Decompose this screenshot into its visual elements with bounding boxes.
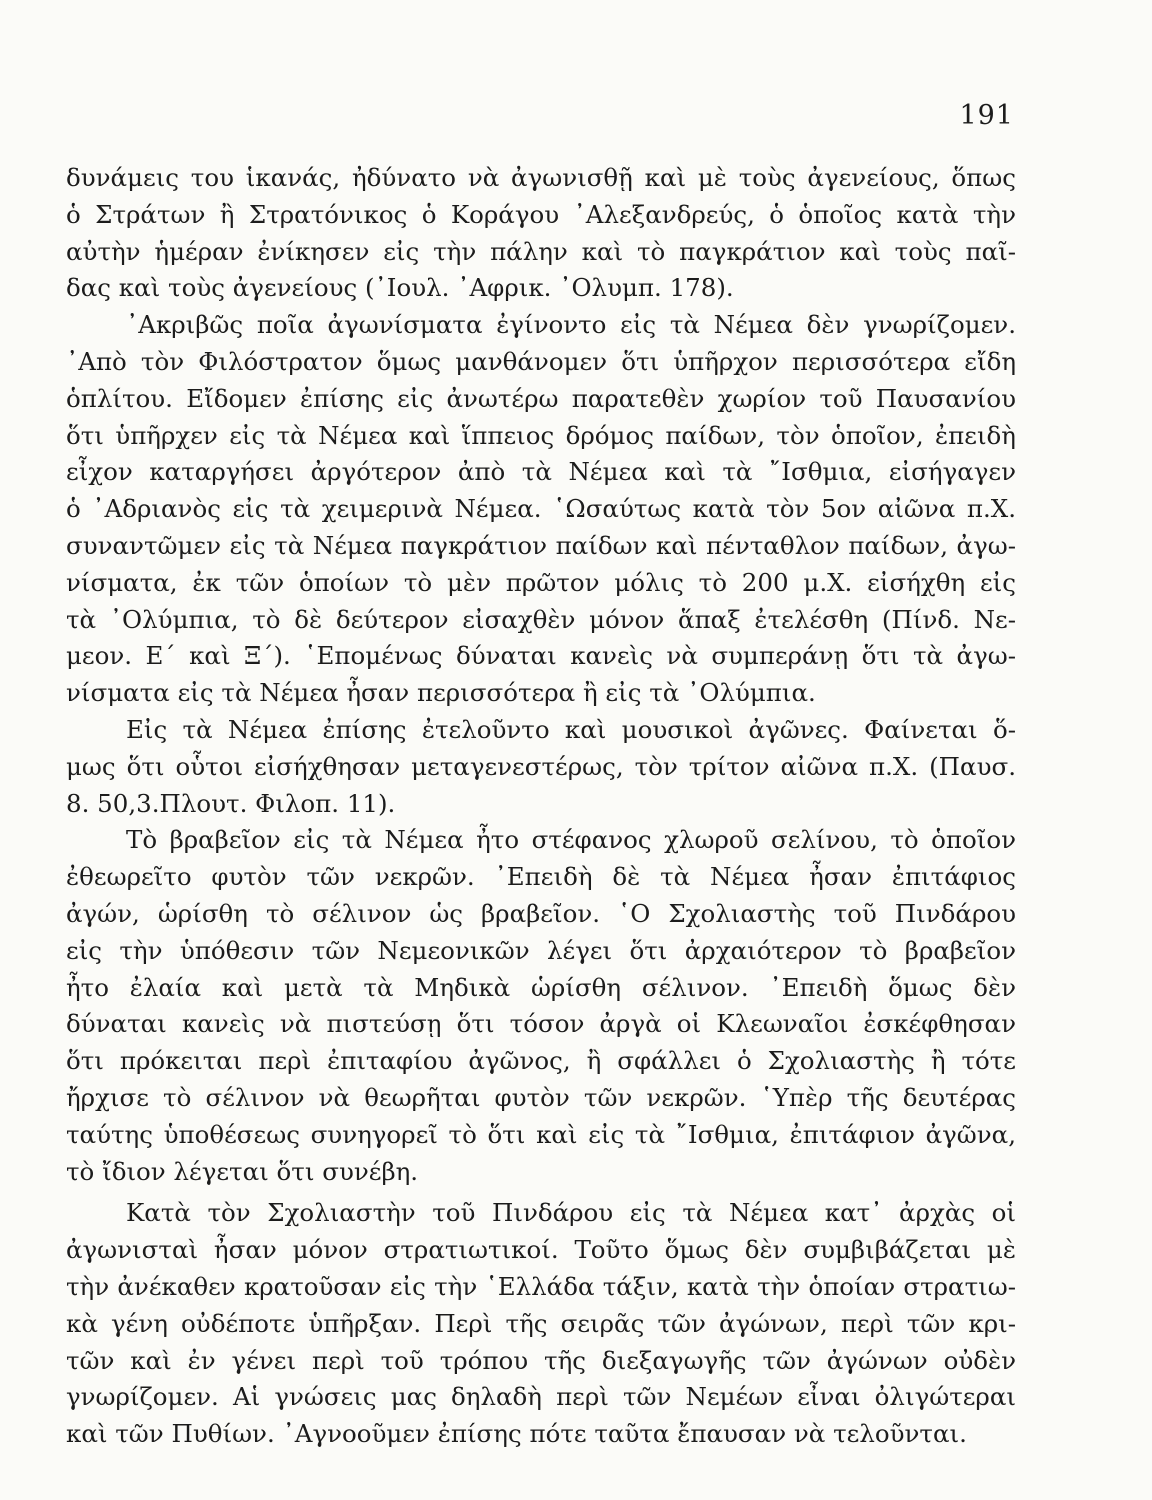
page-number: 191 [959,100,1014,131]
text-line: κὰ γένη οὐδέποτε ὑπῆρξαν. Περὶ τῆς σειρᾶς τῶν ἀγώνων, περὶ τῶν κρι- [66,1308,1016,1338]
text-line: δύναται κανεὶς νὰ πιστεύσῃ ὅτι τόσον ἀργὰ οἱ Κλεωναῖοι ἐσκέφθησαν [66,1009,1016,1039]
paragraph [66,307,1016,712]
text-line: τὴν ἀνέκαθεν κρατοῦσαν εἰς τὴν ῾Ελλάδα τάξιν, κατὰ τὴν ὁποίαν στρατιω- [66,1271,1016,1301]
text-line: δυνάμεις του ἱκανάς, ἠδύνατο νὰ ἀγωνισθῇ καὶ μὲ τοὺς ἀγενείους, ὅπως [66,163,1016,192]
text-line: συναντῶμεν εἰς τὰ Νέμεα παγκράτιον παίδων καὶ πένταθλον παίδων, ἀγω- [66,530,1016,560]
text-line: τὸ ἴδιον λέγεται ὅτι συνέβη. [66,1156,419,1186]
text-line: Κατὰ τὸν Σχολιαστὴν τοῦ Πινδάρου εἰς τὰ Νέμεα κατ᾿ ἀρχὰς οἱ [126,1198,1016,1228]
text-line: 8. 50,3.Πλουτ. Φιλοπ. 11). [66,788,396,818]
text-line: ὅτι πρόκειται περὶ ἐπιταφίου ἀγῶνος, ἢ σφάλλει ὁ Σχολιαστὴς ἢ τότε [66,1046,1016,1076]
text-line: Εἰς τὰ Νέμεα ἐπίσης ἐτελοῦντο καὶ μουσικοὶ ἀγῶνες. Φαίνεται ὅ- [126,714,1016,744]
text-line: ὁ ᾿Αδριανὸς εἰς τὰ χειμερινὰ Νέμεα. ῾Ωσαύτως κατὰ τὸν 5ον αἰῶνα π.Χ. [66,494,1016,524]
text-line: ἤρχισε τὸ σέλινον νὰ θεωρῆται φυτὸν τῶν νεκρῶν. ῾Υπὲρ τῆς δευτέρας [66,1082,1016,1112]
text-line: ὁπλίτου. Εἴδομεν ἐπίσης εἰς ἀνωτέρω παρατεθὲν χωρίον τοῦ Παυσανίου [66,383,1016,413]
body-text [66,160,1016,1453]
text-line: αὐτὴν ἡμέραν ἐνίκησεν εἰς τὴν πάλην καὶ τὸ παγκράτιον καὶ τοὺς παῖ- [66,236,1016,266]
paragraph [66,822,1016,1190]
text-line: ὅτι ὑπῆρχεν εἰς τὰ Νέμεα καὶ ἵππειος δρόμος παίδων, τὸν ὁποῖον, ἐπειδὴ [66,420,1016,450]
text-line: ἦτο ἐλαία καὶ μετὰ τὰ Μηδικὰ ὡρίσθη σέλινον. ᾿Επειδὴ ὅμως δὲν [66,972,1016,1002]
text-line: ᾿Ακριβῶς ποῖα ἀγωνίσματα ἐγίνοντο εἰς τὰ Νέμεα δὲν γνωρίζομεν. [126,310,1016,340]
text-line: τῶν καὶ ἐν γένει περὶ τοῦ τρόπου τῆς διεξαγωγῆς τῶν ἀγώνων οὐδὲν [66,1345,1016,1375]
text-line: δας καὶ τοὺς ἀγενείους (᾿Ιουλ. ᾿Αφρικ. ᾿Ολυμπ. 178). [66,273,734,303]
text-line: ἐθεωρεῖτο φυτὸν τῶν νεκρῶν. ᾿Επειδὴ δὲ τὰ Νέμεα ἦσαν ἐπιτάφιος [66,862,1016,892]
text-line: μεον. Ε΄ καὶ Ξ΄). ῾Επομένως δύναται κανεὶς νὰ συμπεράνῃ ὅτι τὰ ἀγω- [66,641,1016,671]
text-line: τὰ ᾿Ολύμπια, τὸ δὲ δεύτερον εἰσαχθὲν μόνον ἅπαξ ἐτελέσθη (Πίνδ. Νε- [66,604,1016,634]
text-line: ὁ Στράτων ἢ Στρατόνικος ὁ Κοράγου ᾿Αλεξανδρεύς, ὁ ὁποῖος κατὰ τὴν [66,199,1016,229]
text-line: γνωρίζομεν. Αἱ γνώσεις μας δηλαδὴ περὶ τῶν Νεμέων εἶναι ὀλιγώτεραι [66,1382,1016,1412]
text-line: ᾿Απὸ τὸν Φιλόστρατον ὅμως μανθάνομεν ὅτι ὑπῆρχον περισσότερα εἴδη [66,346,1016,376]
paragraph [66,160,1016,307]
text-line: μως ὅτι οὗτοι εἰσήχθησαν μεταγενεστέρως, τὸν τρίτον αἰῶνα π.Χ. (Παυσ. [66,751,1016,781]
text-line: νίσματα εἰς τὰ Νέμεα ἦσαν περισσότερα ἢ εἰς τὰ ᾿Ολύμπια. [66,678,816,708]
text-line: ταύτης ὑποθέσεως συνηγορεῖ τὸ ὅτι καὶ εἰς τὰ ῎Ισθμια, ἐπιτάφιον ἀγῶνα, [66,1119,1016,1149]
text-line: Τὸ βραβεῖον εἰς τὰ Νέμεα ἦτο στέφανος χλωροῦ σελίνου, τὸ ὁποῖον [126,825,1016,855]
text-line: ἀγωνισταὶ ἦσαν μόνον στρατιωτικοί. Τοῦτο ὅμως δὲν συμβιβάζεται μὲ [66,1235,1016,1265]
paragraph [66,1195,1016,1453]
text-line: νίσματα, ἐκ τῶν ὁποίων τὸ μὲν πρῶτον μόλις τὸ 200 μ.Χ. εἰσήχθη εἰς [66,567,1016,597]
text-line: ἀγών, ὡρίσθη τὸ σέλινον ὡς βραβεῖον. ῾Ο Σχολιαστὴς τοῦ Πινδάρου [66,898,1016,928]
text-line: εἰς τὴν ὑπόθεσιν τῶν Νεμεονικῶν λέγει ὅτι ἀρχαιότερον τὸ βραβεῖον [66,935,1016,965]
text-line: εἶχον καταργήσει ἀργότερον ἀπὸ τὰ Νέμεα καὶ τὰ ῎Ισθμια, εἰσήγαγεν [66,457,1016,487]
paragraph [66,712,1016,822]
text-line: καὶ τῶν Πυθίων. ᾿Αγνοοῦμεν ἐπίσης πότε ταῦτα ἔπαυσαν νὰ τελοῦνται. [66,1419,967,1449]
